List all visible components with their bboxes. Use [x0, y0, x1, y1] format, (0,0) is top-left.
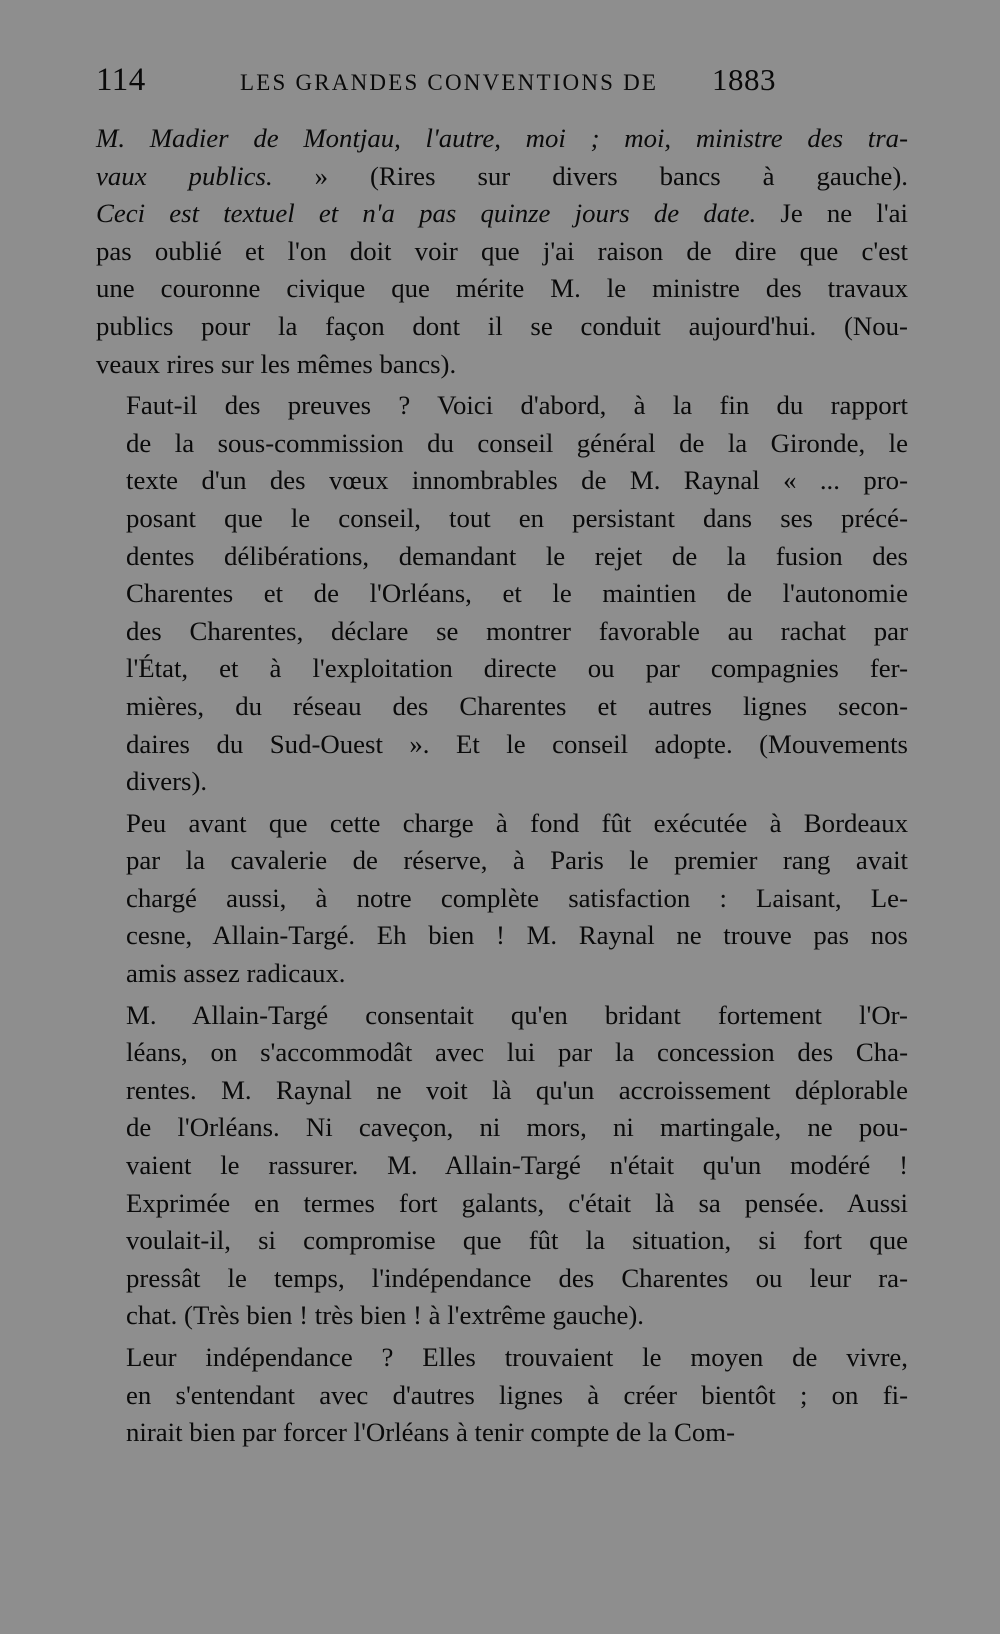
text-run: rentes. M. Raynal ne voit là qu'un accroissement déplorable [126, 1074, 908, 1105]
text-run: amis assez radicaux. [126, 958, 346, 989]
italic-text: vaux publics. [96, 160, 273, 191]
text-line [96, 1339, 908, 1377]
text-line [96, 158, 908, 196]
text-run: par la cavalerie de réserve, à Paris le premier rang avait [126, 845, 908, 876]
text-line [96, 917, 908, 955]
text-run: Leur indépendance ? Elles trouvaient le moyen de vivre, [126, 1342, 908, 1372]
paragraph [96, 997, 908, 1335]
text-run: Peu avant que cette charge à fond fût exécutée à Bordeaux [126, 807, 908, 838]
text-run: M. Allain-Targé consentait qu'en bridant fortement l'Or- [126, 999, 908, 1030]
text-run: publics pour la façon dont il se conduit aujourd'hui. (Nou- [96, 310, 908, 341]
text-line [96, 500, 908, 538]
text-run: nirait bien par forcer l'Orléans à tenir compte de la Com- [126, 1417, 736, 1448]
text-line [96, 650, 908, 688]
text-run: daires du Sud-Ouest ». Et le conseil adopte. (Mouvements [126, 728, 908, 759]
text-line [96, 763, 908, 801]
text-line [96, 997, 908, 1035]
text-run: léans, on s'accommodât avec lui par la concession des Cha- [126, 1037, 908, 1068]
text-line [96, 270, 908, 308]
text-line [96, 955, 908, 993]
text-line [96, 1377, 908, 1415]
text-line [96, 195, 908, 233]
text-run: pas oublié et l'on doit voir que j'ai raison de dire que c'est [96, 235, 908, 266]
text-run: pressât le temps, l'indépendance des Charentes ou leur ra- [126, 1262, 908, 1293]
text-line [96, 805, 908, 843]
text-run: mières, du réseau des Charentes et autres lignes secon- [126, 690, 908, 721]
text-line [96, 233, 908, 271]
text-run: Exprimée en termes fort galants, c'était là sa pensée. Aussi [126, 1187, 908, 1218]
text-run: Faut-il des preuves ? Voici d'abord, à la fin du rapport [126, 390, 908, 421]
text-line [96, 462, 908, 500]
text-run: dentes délibérations, demandant le rejet de la fusion des [126, 540, 908, 571]
text-line [96, 1072, 908, 1110]
text-line [96, 1109, 908, 1147]
paragraph [96, 120, 908, 383]
text-line [96, 1222, 908, 1260]
text-line [96, 346, 908, 384]
text-run: chat. (Très bien ! très bien ! à l'extrême gauche). [126, 1300, 644, 1331]
text-run: » (Rires sur divers bancs à gauche). [272, 160, 908, 191]
text-line [96, 308, 908, 346]
page-number: 114 [96, 62, 146, 98]
text-run: divers). [126, 766, 208, 797]
text-line [96, 1034, 908, 1072]
running-header [96, 62, 906, 106]
text-line [96, 1260, 908, 1298]
paragraph [96, 805, 908, 993]
text-line [96, 726, 908, 764]
running-title: LES GRANDES CONVENTIONS DE [240, 70, 659, 95]
text-run: des Charentes, déclare se montrer favorable au rachat par [126, 615, 908, 646]
text-run: veaux rires sur les mêmes bancs). [96, 348, 457, 379]
text-run: cesne, Allain-Targé. Eh bien ! M. Raynal ne trouve pas nos [126, 920, 908, 951]
text-run: vaient le rassurer. M. Allain-Targé n'était qu'un modéré ! [126, 1150, 908, 1181]
text-run: posant que le conseil, tout en persistant dans ses précé- [126, 502, 908, 533]
body-text [96, 120, 908, 1452]
paragraph [96, 387, 908, 801]
text-line [96, 880, 908, 918]
text-line [96, 538, 908, 576]
text-run: en s'entendant avec d'autres lignes à créer bientôt ; on fi- [126, 1379, 908, 1410]
text-run: texte d'un des vœux innombrables de M. Raynal « ... pro- [126, 465, 908, 496]
text-line [96, 120, 908, 158]
text-line [96, 425, 908, 463]
text-line [96, 1297, 908, 1335]
text-line [96, 842, 908, 880]
text-run: Charentes et de l'Orléans, et le maintien de l'autonomie [126, 578, 908, 609]
text-run: Je ne l'ai [756, 198, 908, 229]
paragraph [96, 1339, 908, 1452]
text-run: une couronne civique que mérite M. le ministre des travaux [96, 273, 908, 304]
text-run: de l'Orléans. Ni caveçon, ni mors, ni martingale, ne pou- [126, 1112, 908, 1143]
text-run: l'État, et à l'exploitation directe ou par compagnies fer- [126, 653, 908, 684]
italic-text: Ceci est textuel et n'a pas quinze jours de date. [96, 198, 757, 229]
text-run: voulait-il, si compromise que fût la situation, si fort que [126, 1225, 908, 1256]
running-title-year: 1883 [712, 62, 776, 97]
text-line [96, 1185, 908, 1223]
text-line [96, 1147, 908, 1185]
text-line [96, 1414, 908, 1452]
text-line [96, 575, 908, 613]
text-line [96, 613, 908, 651]
text-line [96, 688, 908, 726]
text-run: chargé aussi, à notre complète satisfaction : Laisant, Le- [126, 882, 908, 913]
text-line [96, 387, 908, 425]
text-run: de la sous-commission du conseil général de la Gironde, le [126, 427, 908, 458]
italic-text: M. Madier de Montjau, l'autre, moi ; moi, ministre des tra- [96, 123, 908, 153]
